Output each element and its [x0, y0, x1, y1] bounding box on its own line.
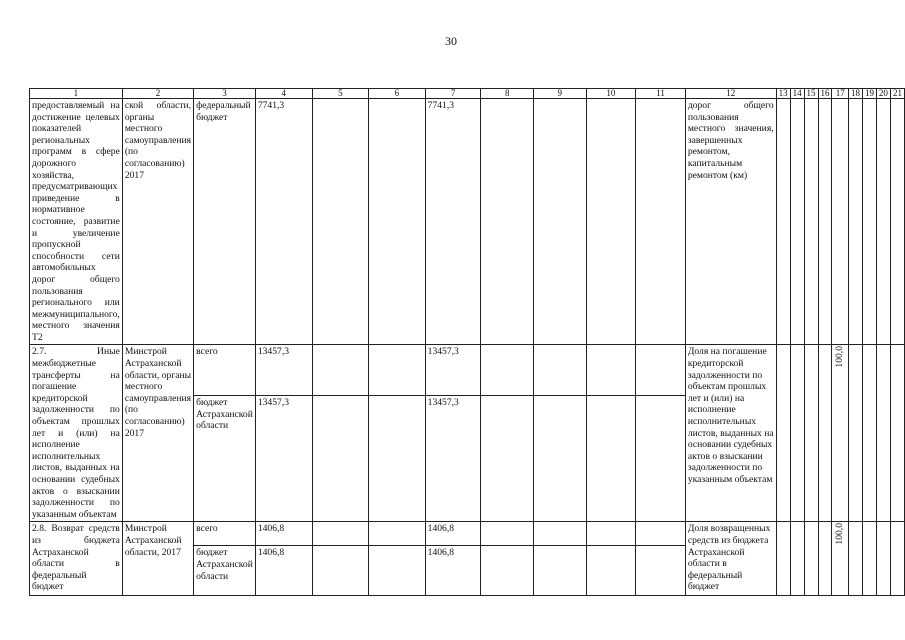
source-cell: бюджет Астраханской области: [194, 396, 256, 522]
year-value-cell: 13457,3: [425, 345, 481, 396]
total-cell: 13457,3: [255, 396, 312, 522]
table-row: [30, 522, 905, 546]
col-header: 13: [776, 89, 790, 99]
measure-cell: предоставляемый на достижение целевых показателей региональных программ в сфере дорожного хозяйства, предусматривающих приведение в нормативное состояние, развитие и увеличение пропускной способности сети автомобильных дорог общего пользования регионального или межмуниципального, местного значения Т2: [30, 99, 123, 345]
col-header: 17: [832, 89, 849, 99]
col-header: 2: [122, 89, 193, 99]
col-header: 20: [876, 89, 890, 99]
total-cell: 7741,3: [255, 99, 312, 345]
col-header: 19: [863, 89, 877, 99]
col-header: 4: [255, 89, 312, 99]
col-header: 15: [804, 89, 818, 99]
year-value-cell: 7741,3: [425, 99, 481, 345]
total-cell: 1406,8: [255, 522, 312, 546]
measure-cell: 2.8. Возврат средств из бюджета Астраханской области в федеральный бюджет: [30, 522, 123, 596]
col-header: 11: [636, 89, 686, 99]
col-header: 5: [312, 89, 369, 99]
col-header: 16: [818, 89, 832, 99]
col-header: 9: [534, 89, 587, 99]
executor-cell: Минстрой Астраханской области, органы местного самоуправления (по согласованию) 2017: [122, 345, 193, 522]
col-header: 1: [30, 89, 123, 99]
header-row: [30, 89, 905, 99]
year-value-cell: 1406,8: [425, 522, 481, 546]
target-value: 100,0: [834, 346, 846, 369]
year-value-cell: 1406,8: [425, 546, 481, 596]
total-cell: 1406,8: [255, 546, 312, 596]
program-table: [29, 88, 905, 596]
col-header: 6: [369, 89, 426, 99]
col-header: 21: [890, 89, 904, 99]
source-cell: всего: [194, 522, 256, 546]
table-row: [30, 99, 905, 345]
source-cell: бюджет Астраханской области: [194, 546, 256, 596]
col-header: 12: [685, 89, 776, 99]
executor-cell: Минстрой Астраханской области, 2017: [122, 522, 193, 596]
measure-cell: 2.7. Иные межбюджетные трансферты на погашение кредиторской задолженности по объектам прошлых лет и (или) на исполнение исполнительных листов, выданных на основании судебных актов о взыскании задолженности по указанным объектам: [30, 345, 123, 522]
indicator-cell: Доля возвращенных средств из бюджета Астраханской области в федеральный бюджет: [685, 522, 776, 596]
indicator-cell: дорог общего пользования местного значения, завершенных ремонтом, капитальным ремонтом (км): [685, 99, 776, 345]
year-value-cell: 13457,3: [425, 396, 481, 522]
source-cell: всего: [194, 345, 256, 396]
col-header: 3: [194, 89, 256, 99]
page-number: 30: [445, 34, 457, 48]
target-value: 100,0: [834, 523, 846, 545]
col-header: 10: [586, 89, 636, 99]
total-cell: 13457,3: [255, 345, 312, 396]
table-row: [30, 345, 905, 396]
source-cell: федеральный бюджет: [194, 99, 256, 345]
col-header: 14: [790, 89, 804, 99]
executor-cell: ской области, органы местного самоуправления (по согласованию) 2017: [122, 99, 193, 345]
col-header: 18: [849, 89, 863, 99]
col-header: 7: [425, 89, 481, 99]
indicator-cell: Доля на погашение кредиторской задолженности по объектам прошлых лет и (или) на исполнение исполнительных листов, выданных на основании судебных актов о взыскании задолженности по указанным объектам: [685, 345, 776, 522]
col-header: 8: [481, 89, 534, 99]
